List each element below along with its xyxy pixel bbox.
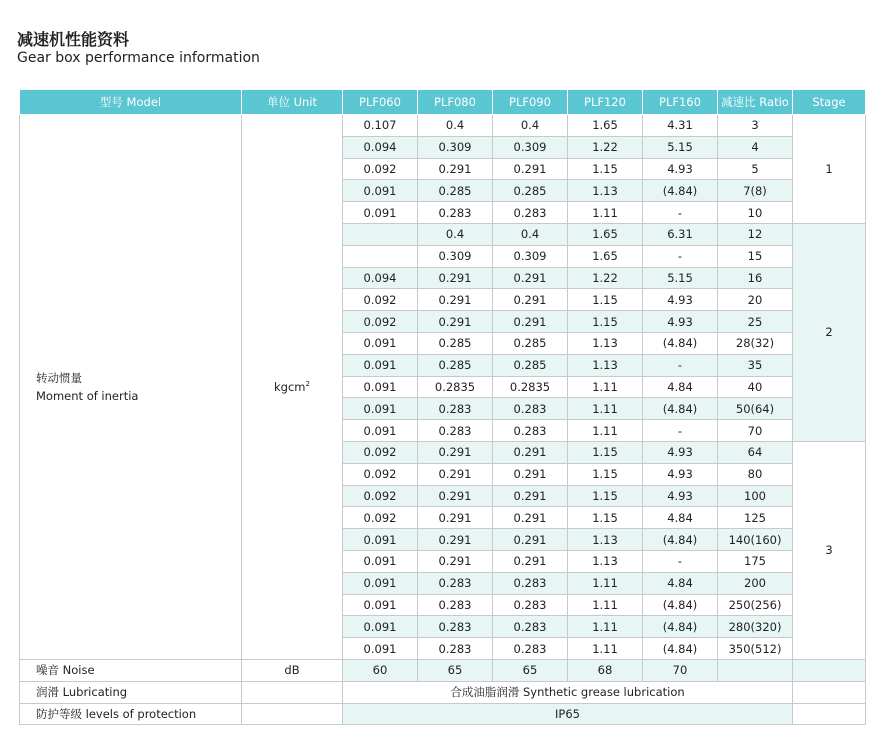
cell-plf160: 4.93 — [643, 311, 718, 333]
header-unit: 单位 Unit — [242, 90, 343, 115]
page-title-cn: 减速机性能资料 — [17, 30, 130, 49]
inertia-label-cn: 转动惯量 — [36, 370, 82, 385]
cell-plf080: 0.4 — [418, 223, 493, 245]
cell-plf120: 1.11 — [568, 202, 643, 224]
cell-ratio: 350(512) — [718, 638, 793, 660]
cell-ratio: 100 — [718, 485, 793, 507]
cell-ratio: 35 — [718, 354, 793, 376]
cell-plf090: 0.285 — [493, 180, 568, 202]
cell-ratio: 12 — [718, 223, 793, 245]
cell-plf160: - — [643, 420, 718, 442]
cell-plf160: 5.15 — [643, 136, 718, 158]
cell-plf160: (4.84) — [643, 616, 718, 638]
cell-plf080: 0.4 — [418, 115, 493, 137]
cell-plf060: 0.091 — [343, 529, 418, 551]
protection-stage-empty — [793, 703, 866, 725]
cell-ratio: 64 — [718, 441, 793, 463]
cell-plf160: 5.15 — [643, 267, 718, 289]
cell-plf160: 4.84 — [643, 507, 718, 529]
cell-ratio: 28(32) — [718, 332, 793, 354]
cell-plf120: 1.15 — [568, 485, 643, 507]
cell-plf160: 4.93 — [643, 441, 718, 463]
cell-plf080: 0.291 — [418, 485, 493, 507]
cell-ratio: 5 — [718, 158, 793, 180]
cell-plf060: 0.091 — [343, 594, 418, 616]
cell-plf160: (4.84) — [643, 180, 718, 202]
cell-plf080: 0.2835 — [418, 376, 493, 398]
cell-plf090: 0.4 — [493, 115, 568, 137]
cell-plf080: 0.291 — [418, 463, 493, 485]
cell-plf060: 0.091 — [343, 354, 418, 376]
cell-plf090: 0.291 — [493, 485, 568, 507]
cell-plf090: 0.285 — [493, 332, 568, 354]
cell-ratio: 50(64) — [718, 398, 793, 420]
cell-plf090: 0.2835 — [493, 376, 568, 398]
cell-plf160: - — [643, 354, 718, 376]
cell-plf160: 4.31 — [643, 115, 718, 137]
stage-3: 3 — [793, 441, 866, 659]
table-body — [20, 115, 866, 725]
cell-plf120: 1.11 — [568, 616, 643, 638]
cell-ratio: 280(320) — [718, 616, 793, 638]
cell-ratio: 80 — [718, 463, 793, 485]
cell-plf160: 4.84 — [643, 572, 718, 594]
cell-plf060: 0.092 — [343, 463, 418, 485]
cell-plf060: 0.091 — [343, 376, 418, 398]
cell-ratio: 7(8) — [718, 180, 793, 202]
cell-plf080: 0.291 — [418, 311, 493, 333]
cell-plf160: - — [643, 245, 718, 267]
cell-plf090: 0.291 — [493, 441, 568, 463]
cell-plf090: 0.309 — [493, 245, 568, 267]
noise-value: 65 — [493, 659, 568, 681]
cell-plf160: 4.93 — [643, 289, 718, 311]
cell-ratio: 25 — [718, 311, 793, 333]
cell-plf120: 1.65 — [568, 223, 643, 245]
cell-plf160: 4.93 — [643, 463, 718, 485]
header-stage: Stage — [793, 90, 866, 115]
cell-plf120: 1.11 — [568, 398, 643, 420]
cell-plf060: 0.091 — [343, 616, 418, 638]
cell-plf080: 0.285 — [418, 354, 493, 376]
cell-plf060: 0.091 — [343, 550, 418, 572]
cell-plf080: 0.291 — [418, 550, 493, 572]
cell-ratio: 250(256) — [718, 594, 793, 616]
cell-plf120: 1.11 — [568, 572, 643, 594]
cell-plf160: 6.31 — [643, 223, 718, 245]
noise-value: 70 — [643, 659, 718, 681]
cell-ratio: 40 — [718, 376, 793, 398]
cell-plf120: 1.13 — [568, 180, 643, 202]
cell-plf120: 1.11 — [568, 420, 643, 442]
header-model: 型号 Model — [20, 90, 242, 115]
cell-plf160: - — [643, 202, 718, 224]
cell-plf120: 1.11 — [568, 638, 643, 660]
cell-ratio: 20 — [718, 289, 793, 311]
cell-plf060: 0.091 — [343, 180, 418, 202]
cell-plf160: (4.84) — [643, 594, 718, 616]
noise-unit: dB — [242, 659, 343, 681]
cell-plf160: (4.84) — [643, 398, 718, 420]
cell-plf060: 0.091 — [343, 202, 418, 224]
cell-plf090: 0.291 — [493, 289, 568, 311]
cell-plf160: (4.84) — [643, 529, 718, 551]
noise-ratio-empty — [718, 659, 793, 681]
cell-plf060: 0.091 — [343, 572, 418, 594]
cell-plf080: 0.285 — [418, 180, 493, 202]
cell-plf080: 0.283 — [418, 202, 493, 224]
cell-plf120: 1.13 — [568, 354, 643, 376]
cell-plf080: 0.283 — [418, 420, 493, 442]
noise-row — [20, 659, 866, 681]
noise-value: 65 — [418, 659, 493, 681]
cell-plf060: 0.091 — [343, 420, 418, 442]
cell-plf060: 0.107 — [343, 115, 418, 137]
cell-plf060: 0.094 — [343, 267, 418, 289]
cell-plf080: 0.283 — [418, 398, 493, 420]
cell-plf120: 1.15 — [568, 441, 643, 463]
lubricating-stage-empty — [793, 681, 866, 703]
cell-plf060: 0.091 — [343, 638, 418, 660]
cell-plf120: 1.65 — [568, 245, 643, 267]
cell-plf090: 0.283 — [493, 594, 568, 616]
cell-plf060: 0.092 — [343, 485, 418, 507]
cell-plf120: 1.11 — [568, 594, 643, 616]
cell-plf090: 0.291 — [493, 529, 568, 551]
cell-plf160: 4.84 — [643, 376, 718, 398]
inertia-label-en: Moment of inertia — [36, 388, 139, 403]
cell-plf160: (4.84) — [643, 638, 718, 660]
lubricating-row — [20, 681, 866, 703]
cell-plf080: 0.291 — [418, 267, 493, 289]
cell-plf090: 0.283 — [493, 202, 568, 224]
cell-plf120: 1.13 — [568, 529, 643, 551]
lubricating-value: 合成油脂润滑 Synthetic grease lubrication — [343, 681, 793, 703]
cell-plf090: 0.291 — [493, 311, 568, 333]
inertia-label — [20, 115, 242, 660]
cell-plf060: 0.092 — [343, 289, 418, 311]
cell-ratio: 3 — [718, 115, 793, 137]
cell-plf090: 0.285 — [493, 354, 568, 376]
cell-plf060: 0.091 — [343, 398, 418, 420]
cell-plf090: 0.4 — [493, 223, 568, 245]
noise-stage-empty — [793, 659, 866, 681]
cell-plf160: (4.84) — [643, 332, 718, 354]
cell-plf060: 0.094 — [343, 136, 418, 158]
cell-plf120: 1.15 — [568, 507, 643, 529]
cell-plf120: 1.22 — [568, 267, 643, 289]
cell-plf060: 0.092 — [343, 441, 418, 463]
cell-plf120: 1.15 — [568, 463, 643, 485]
cell-ratio: 16 — [718, 267, 793, 289]
cell-plf090: 0.291 — [493, 463, 568, 485]
cell-plf080: 0.283 — [418, 594, 493, 616]
cell-plf120: 1.22 — [568, 136, 643, 158]
cell-plf160: 4.93 — [643, 485, 718, 507]
protection-value: IP65 — [343, 703, 793, 725]
protection-row — [20, 703, 866, 725]
cell-ratio: 140(160) — [718, 529, 793, 551]
lubricating-unit-empty — [242, 681, 343, 703]
cell-plf120: 1.15 — [568, 158, 643, 180]
cell-plf080: 0.291 — [418, 158, 493, 180]
cell-plf090: 0.283 — [493, 420, 568, 442]
noise-value: 68 — [568, 659, 643, 681]
cell-plf120: 1.13 — [568, 332, 643, 354]
cell-ratio: 125 — [718, 507, 793, 529]
stage-1: 1 — [793, 115, 866, 224]
header-plf060: PLF060 — [343, 90, 418, 115]
cell-plf160: 4.93 — [643, 158, 718, 180]
cell-plf080: 0.283 — [418, 572, 493, 594]
header-plf120: PLF120 — [568, 90, 643, 115]
cell-plf090: 0.291 — [493, 267, 568, 289]
cell-plf090: 0.283 — [493, 398, 568, 420]
cell-plf080: 0.291 — [418, 289, 493, 311]
cell-plf090: 0.291 — [493, 550, 568, 572]
inertia-unit-text: kgcm — [274, 379, 306, 394]
cell-plf090: 0.291 — [493, 158, 568, 180]
header-ratio: 减速比 Ratio — [718, 90, 793, 115]
cell-plf080: 0.291 — [418, 529, 493, 551]
cell-plf120: 1.65 — [568, 115, 643, 137]
cell-plf120: 1.15 — [568, 311, 643, 333]
cell-ratio: 70 — [718, 420, 793, 442]
cell-plf060 — [343, 245, 418, 267]
cell-plf080: 0.309 — [418, 245, 493, 267]
cell-plf080: 0.285 — [418, 332, 493, 354]
cell-plf060: 0.092 — [343, 311, 418, 333]
header-row — [20, 90, 866, 115]
cell-plf120: 1.13 — [568, 550, 643, 572]
cell-plf120: 1.11 — [568, 376, 643, 398]
cell-plf090: 0.291 — [493, 507, 568, 529]
cell-plf080: 0.309 — [418, 136, 493, 158]
cell-plf060: 0.092 — [343, 507, 418, 529]
cell-ratio: 200 — [718, 572, 793, 594]
cell-plf090: 0.283 — [493, 572, 568, 594]
cell-plf080: 0.291 — [418, 441, 493, 463]
performance-table — [19, 89, 866, 725]
cell-plf160: - — [643, 550, 718, 572]
cell-plf060: 0.091 — [343, 332, 418, 354]
cell-ratio: 15 — [718, 245, 793, 267]
cell-ratio: 175 — [718, 550, 793, 572]
inertia-unit-sup: 2 — [305, 380, 310, 389]
cell-ratio: 4 — [718, 136, 793, 158]
table-row — [20, 115, 866, 137]
cell-plf060: 0.092 — [343, 158, 418, 180]
header-plf160: PLF160 — [643, 90, 718, 115]
cell-plf080: 0.283 — [418, 616, 493, 638]
header-plf080: PLF080 — [418, 90, 493, 115]
lubricating-label: 润滑 Lubricating — [20, 681, 242, 703]
cell-plf060 — [343, 223, 418, 245]
protection-label: 防护等级 levels of protection — [20, 703, 242, 725]
cell-plf120: 1.15 — [568, 289, 643, 311]
cell-plf090: 0.283 — [493, 638, 568, 660]
cell-ratio: 10 — [718, 202, 793, 224]
noise-value: 60 — [343, 659, 418, 681]
cell-plf090: 0.309 — [493, 136, 568, 158]
header-plf090: PLF090 — [493, 90, 568, 115]
inertia-unit — [242, 115, 343, 660]
stage-2: 2 — [793, 223, 866, 441]
cell-plf080: 0.291 — [418, 507, 493, 529]
noise-label: 噪音 Noise — [20, 659, 242, 681]
cell-plf080: 0.283 — [418, 638, 493, 660]
protection-unit-empty — [242, 703, 343, 725]
cell-plf090: 0.283 — [493, 616, 568, 638]
page-title-en: Gear box performance information — [17, 50, 260, 66]
